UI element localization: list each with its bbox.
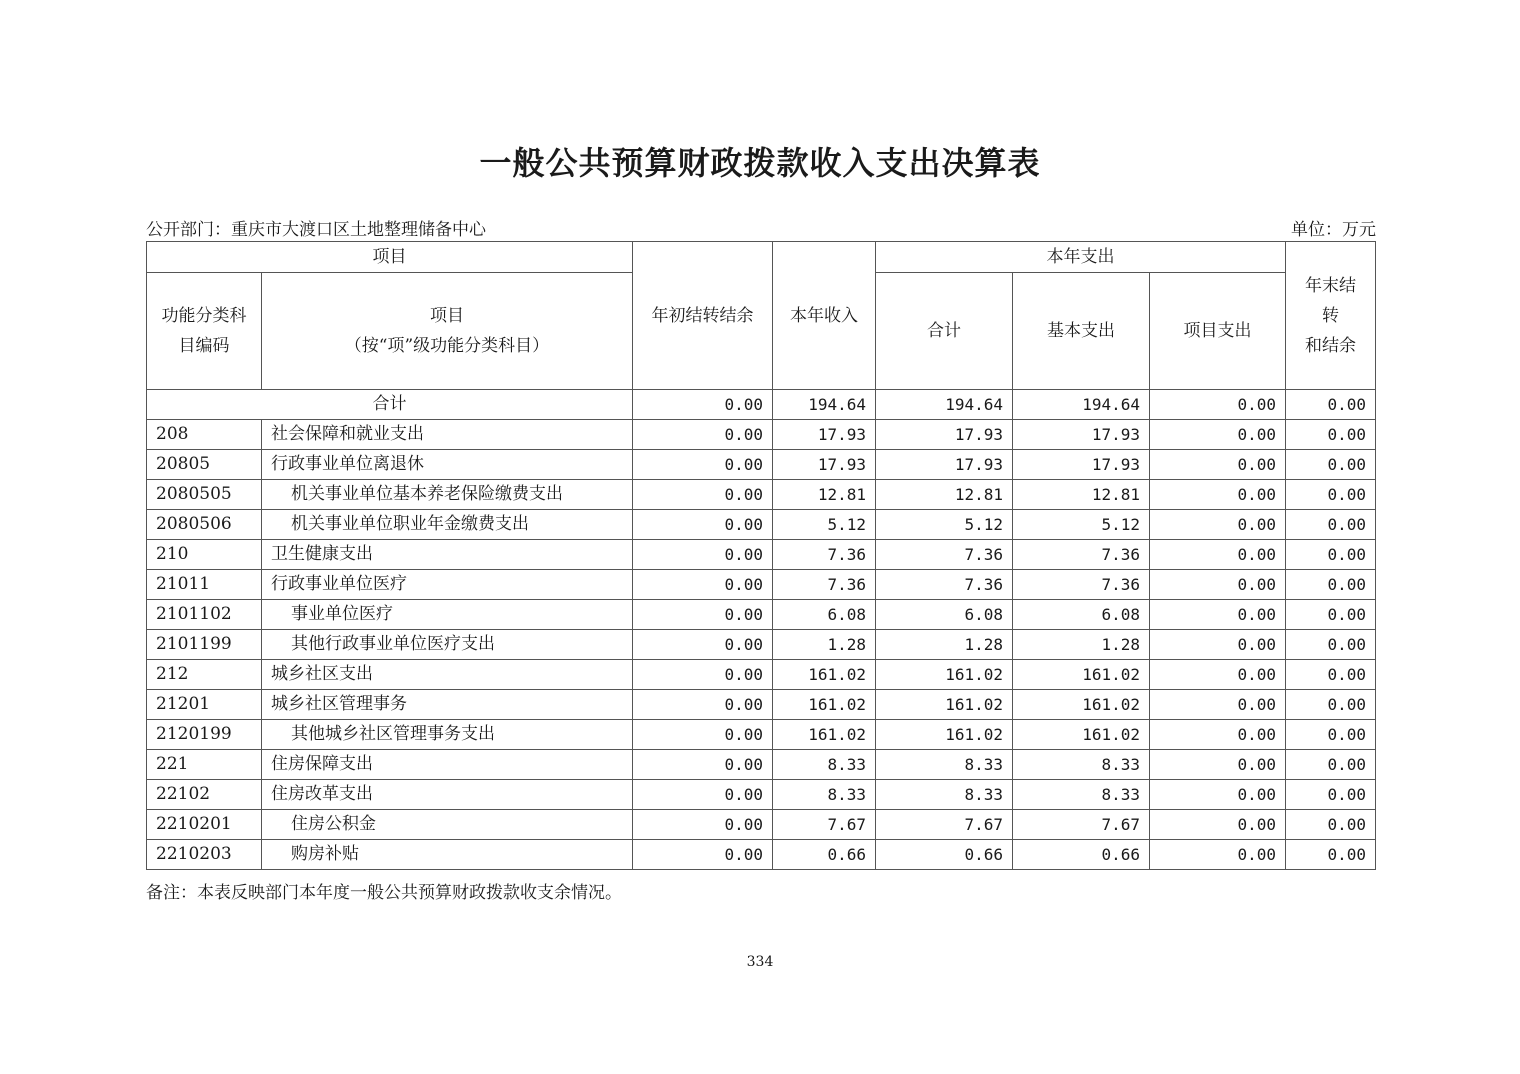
row-name: 其他城乡社区管理事务支出 — [262, 720, 633, 750]
table-row — [147, 480, 1376, 510]
row-income: 5.12 — [773, 510, 876, 540]
table-row — [147, 690, 1376, 720]
row-exp-basic: 12.81 — [1013, 480, 1150, 510]
row-closing: 0.00 — [1286, 780, 1376, 810]
row-exp-project: 0.00 — [1150, 510, 1286, 540]
header-opening-balance: 年初结转结余 — [633, 242, 773, 390]
row-name: 机关事业单位职业年金缴费支出 — [262, 510, 633, 540]
table-meta — [146, 215, 1376, 239]
row-closing: 0.00 — [1286, 690, 1376, 720]
total-row — [147, 390, 1376, 420]
row-opening: 0.00 — [633, 840, 773, 870]
table-row — [147, 540, 1376, 570]
row-income: 8.33 — [773, 780, 876, 810]
row-exp-basic: 0.66 — [1013, 840, 1150, 870]
header-income: 本年收入 — [773, 242, 876, 390]
row-closing: 0.00 — [1286, 810, 1376, 840]
row-income: 6.08 — [773, 600, 876, 630]
row-exp-basic: 7.36 — [1013, 540, 1150, 570]
row-exp-total: 7.36 — [876, 540, 1013, 570]
row-exp-total: 12.81 — [876, 480, 1013, 510]
row-opening: 0.00 — [633, 780, 773, 810]
header-code-line1: 功能分类科 — [161, 306, 247, 326]
row-name: 社会保障和就业支出 — [262, 420, 633, 450]
row-code: 21201 — [147, 690, 262, 720]
table-note: 备注：本表反映部门本年度一般公共预算财政拨款收支余情况。 — [146, 883, 622, 903]
row-exp-total: 7.67 — [876, 810, 1013, 840]
row-name: 住房改革支出 — [262, 780, 633, 810]
row-name: 事业单位医疗 — [262, 600, 633, 630]
row-exp-total: 17.93 — [876, 420, 1013, 450]
row-opening: 0.00 — [633, 480, 773, 510]
row-code: 2210201 — [147, 810, 262, 840]
row-income: 0.66 — [773, 840, 876, 870]
row-exp-project: 0.00 — [1150, 660, 1286, 690]
row-opening: 0.00 — [633, 690, 773, 720]
row-opening: 0.00 — [633, 420, 773, 450]
row-code: 2101199 — [147, 630, 262, 660]
row-closing: 0.00 — [1286, 660, 1376, 690]
row-opening: 0.00 — [633, 510, 773, 540]
row-opening: 0.00 — [633, 630, 773, 660]
row-exp-basic: 7.36 — [1013, 570, 1150, 600]
row-code: 208 — [147, 420, 262, 450]
header-name-line2: （按“项”级功能分类科目） — [344, 336, 550, 356]
row-exp-total: 8.33 — [876, 750, 1013, 780]
row-opening: 0.00 — [633, 660, 773, 690]
row-exp-basic: 7.67 — [1013, 810, 1150, 840]
header-row-1 — [147, 242, 1376, 273]
header-expenditure-group: 本年支出 — [876, 242, 1286, 273]
row-code: 22102 — [147, 780, 262, 810]
total-opening: 0.00 — [633, 390, 773, 420]
row-income: 161.02 — [773, 660, 876, 690]
row-exp-basic: 17.93 — [1013, 420, 1150, 450]
row-name: 住房公积金 — [262, 810, 633, 840]
header-code-line2: 目编码 — [178, 336, 230, 356]
row-exp-project: 0.00 — [1150, 630, 1286, 660]
row-opening: 0.00 — [633, 450, 773, 480]
row-code: 2210203 — [147, 840, 262, 870]
header-code — [147, 273, 262, 390]
row-code: 2120199 — [147, 720, 262, 750]
total-income: 194.64 — [773, 390, 876, 420]
row-closing: 0.00 — [1286, 840, 1376, 870]
row-closing: 0.00 — [1286, 570, 1376, 600]
row-opening: 0.00 — [633, 600, 773, 630]
row-code: 210 — [147, 540, 262, 570]
row-income: 17.93 — [773, 450, 876, 480]
row-exp-total: 0.66 — [876, 840, 1013, 870]
row-opening: 0.00 — [633, 540, 773, 570]
table-row — [147, 600, 1376, 630]
row-income: 7.36 — [773, 570, 876, 600]
document-title: 一般公共预算财政拨款收入支出决算表 — [479, 144, 1041, 182]
row-income: 17.93 — [773, 420, 876, 450]
header-exp-total: 合计 — [876, 273, 1013, 390]
table-row — [147, 630, 1376, 660]
total-exp-project: 0.00 — [1150, 390, 1286, 420]
row-exp-basic: 161.02 — [1013, 690, 1150, 720]
total-label: 合计 — [147, 390, 633, 420]
row-code: 212 — [147, 660, 262, 690]
page-number: 334 — [746, 954, 774, 970]
row-code: 2080505 — [147, 480, 262, 510]
row-exp-total: 161.02 — [876, 660, 1013, 690]
table-row — [147, 780, 1376, 810]
row-exp-total: 7.36 — [876, 570, 1013, 600]
row-opening: 0.00 — [633, 720, 773, 750]
row-name: 其他行政事业单位医疗支出 — [262, 630, 633, 660]
row-exp-total: 1.28 — [876, 630, 1013, 660]
row-exp-project: 0.00 — [1150, 810, 1286, 840]
row-opening: 0.00 — [633, 810, 773, 840]
header-name — [262, 273, 633, 390]
row-code: 20805 — [147, 450, 262, 480]
row-exp-project: 0.00 — [1150, 540, 1286, 570]
row-exp-basic: 8.33 — [1013, 780, 1150, 810]
row-opening: 0.00 — [633, 750, 773, 780]
table-row — [147, 510, 1376, 540]
row-exp-total: 5.12 — [876, 510, 1013, 540]
row-name: 卫生健康支出 — [262, 540, 633, 570]
row-exp-project: 0.00 — [1150, 750, 1286, 780]
header-closing-line1: 年末结 — [1305, 275, 1356, 296]
table-row — [147, 420, 1376, 450]
row-name: 行政事业单位医疗 — [262, 570, 633, 600]
row-opening: 0.00 — [633, 570, 773, 600]
table-row — [147, 840, 1376, 870]
department-label: 公开部门：重庆市大渡口区土地整理储备中心 — [146, 220, 486, 240]
row-closing: 0.00 — [1286, 750, 1376, 780]
row-exp-basic: 8.33 — [1013, 750, 1150, 780]
row-exp-project: 0.00 — [1150, 690, 1286, 720]
row-exp-project: 0.00 — [1150, 450, 1286, 480]
total-exp-total: 194.64 — [876, 390, 1013, 420]
row-name: 城乡社区支出 — [262, 660, 633, 690]
row-income: 161.02 — [773, 690, 876, 720]
row-exp-total: 161.02 — [876, 720, 1013, 750]
row-closing: 0.00 — [1286, 510, 1376, 540]
row-exp-project: 0.00 — [1150, 840, 1286, 870]
unit-label: 单位：万元 — [1291, 220, 1376, 240]
row-exp-total: 6.08 — [876, 600, 1013, 630]
table-row — [147, 750, 1376, 780]
row-name: 机关事业单位基本养老保险缴费支出 — [262, 480, 633, 510]
row-name: 城乡社区管理事务 — [262, 690, 633, 720]
row-income: 8.33 — [773, 750, 876, 780]
row-name: 行政事业单位离退休 — [262, 450, 633, 480]
header-exp-project: 项目支出 — [1150, 273, 1286, 390]
row-exp-basic: 17.93 — [1013, 450, 1150, 480]
total-closing: 0.00 — [1286, 390, 1376, 420]
row-code: 2080506 — [147, 510, 262, 540]
row-exp-basic: 161.02 — [1013, 720, 1150, 750]
row-name: 购房补贴 — [262, 840, 633, 870]
row-exp-project: 0.00 — [1150, 420, 1286, 450]
row-exp-basic: 5.12 — [1013, 510, 1150, 540]
row-exp-basic: 1.28 — [1013, 630, 1150, 660]
row-closing: 0.00 — [1286, 480, 1376, 510]
row-code: 2101102 — [147, 600, 262, 630]
row-exp-basic: 161.02 — [1013, 660, 1150, 690]
table-row — [147, 450, 1376, 480]
row-income: 12.81 — [773, 480, 876, 510]
row-exp-total: 8.33 — [876, 780, 1013, 810]
table-row — [147, 720, 1376, 750]
row-code: 221 — [147, 750, 262, 780]
row-closing: 0.00 — [1286, 420, 1376, 450]
header-closing-line2: 转 — [1322, 305, 1339, 326]
row-exp-basic: 6.08 — [1013, 600, 1150, 630]
header-name-line1: 项目 — [430, 306, 464, 326]
table-row — [147, 810, 1376, 840]
table-row — [147, 660, 1376, 690]
row-income: 161.02 — [773, 720, 876, 750]
row-income: 7.36 — [773, 540, 876, 570]
row-exp-total: 17.93 — [876, 450, 1013, 480]
row-exp-project: 0.00 — [1150, 720, 1286, 750]
row-income: 1.28 — [773, 630, 876, 660]
header-project-group: 项目 — [147, 242, 633, 273]
row-name: 住房保障支出 — [262, 750, 633, 780]
total-exp-basic: 194.64 — [1013, 390, 1150, 420]
row-income: 7.67 — [773, 810, 876, 840]
row-exp-total: 161.02 — [876, 690, 1013, 720]
table-row — [147, 570, 1376, 600]
row-exp-project: 0.00 — [1150, 780, 1286, 810]
row-closing: 0.00 — [1286, 540, 1376, 570]
row-closing: 0.00 — [1286, 720, 1376, 750]
row-exp-project: 0.00 — [1150, 480, 1286, 510]
row-exp-project: 0.00 — [1150, 600, 1286, 630]
budget-table — [146, 241, 1376, 870]
row-exp-project: 0.00 — [1150, 570, 1286, 600]
header-closing-balance — [1286, 242, 1376, 390]
row-closing: 0.00 — [1286, 450, 1376, 480]
row-code: 21011 — [147, 570, 262, 600]
row-closing: 0.00 — [1286, 630, 1376, 660]
header-exp-basic: 基本支出 — [1013, 273, 1150, 390]
header-closing-line3: 和结余 — [1305, 335, 1356, 356]
row-closing: 0.00 — [1286, 600, 1376, 630]
